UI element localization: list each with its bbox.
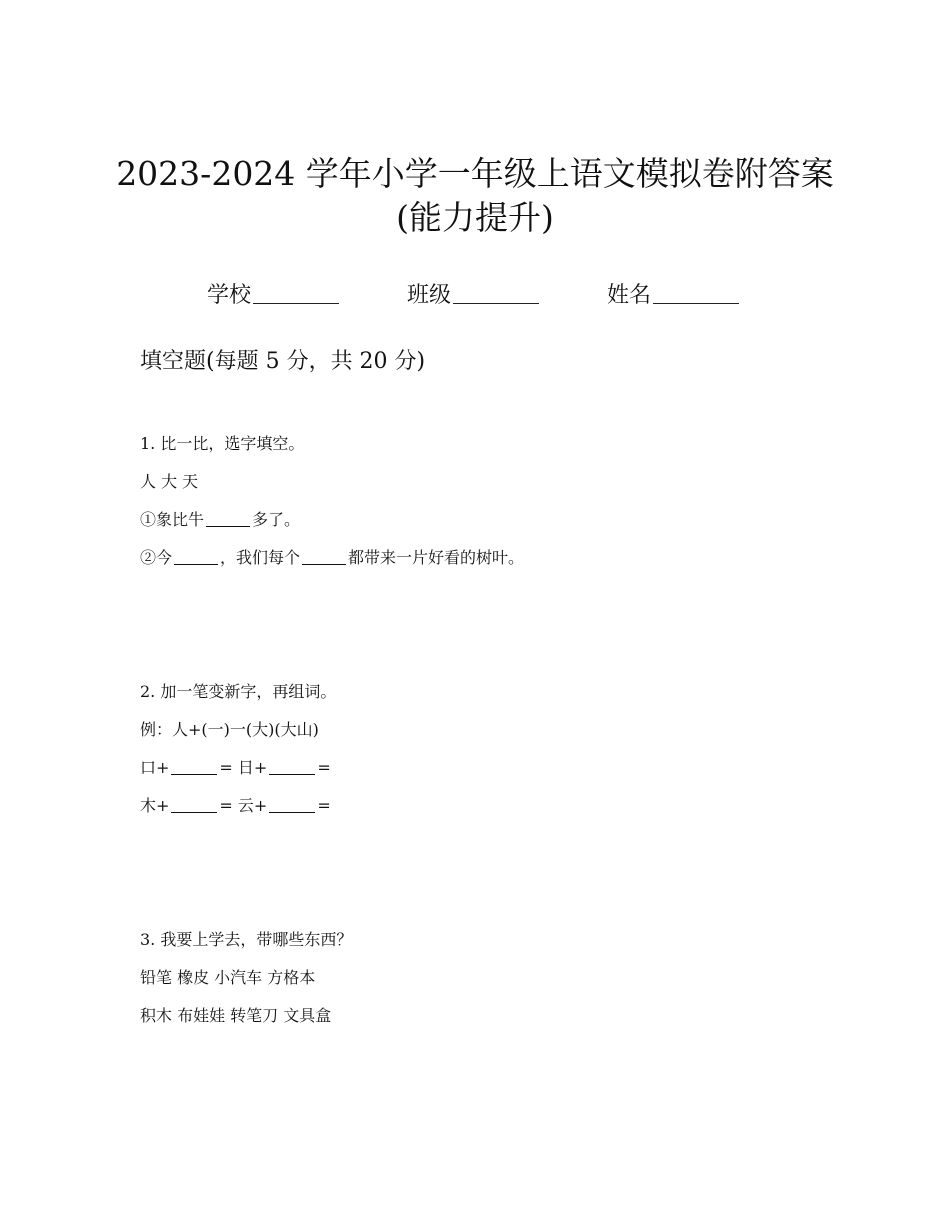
- q3-items-row2: 积木 布娃娃 转笔刀 文具盒: [140, 1006, 332, 1025]
- school-blank[interactable]: [253, 283, 339, 304]
- q2-row2-c: =: [317, 796, 331, 815]
- q2-row2-b: = 云+: [219, 796, 268, 815]
- q2-row1: [140, 758, 331, 778]
- q1-item1: [140, 510, 300, 530]
- q1-choices: 人 大 天: [140, 472, 199, 491]
- name-field: [607, 278, 739, 309]
- q3-items-row1: 铅笔 橡皮 小汽车 方格本: [140, 968, 316, 987]
- q2-row2-a: 木+: [140, 796, 170, 815]
- class-blank[interactable]: [453, 283, 539, 304]
- q2-row1-blank-1[interactable]: [171, 758, 217, 775]
- document-subtitle: (能力提升): [396, 198, 554, 237]
- school-label: 学校: [207, 283, 252, 308]
- q1-item2-blank-2[interactable]: [302, 548, 346, 565]
- q3-prompt: 3. 我要上学去，带哪些东西？: [140, 930, 353, 949]
- q2-row2-blank-1[interactable]: [171, 796, 217, 813]
- q1-item2-blank-1[interactable]: [174, 548, 218, 565]
- q2-row1-a: 口+: [140, 758, 170, 777]
- q1-item2-before: ②今: [140, 548, 173, 567]
- document-title: 2023-2024 学年小学一年级上语文模拟卷附答案: [116, 154, 834, 193]
- q1-item1-after: 多了。: [252, 510, 301, 529]
- section-heading: 填空题(每题 5 分，共 20 分): [140, 349, 426, 374]
- name-blank[interactable]: [653, 283, 739, 304]
- q1-item2-after: 都带来一片好看的树叶。: [348, 548, 525, 567]
- q2-row1-blank-2[interactable]: [269, 758, 315, 775]
- q1-prompt: 1. 比一比，选字填空。: [140, 434, 305, 453]
- q2-row1-c: =: [317, 758, 331, 777]
- q1-item2: [140, 548, 524, 568]
- q1-item2-middle: ，我们每个: [220, 548, 301, 567]
- q2-row2-blank-2[interactable]: [269, 796, 315, 813]
- class-label: 班级: [407, 283, 452, 308]
- q2-row1-b: = 日+: [219, 758, 268, 777]
- q2-example: 例：人+(一)一(大)(大山): [140, 720, 319, 739]
- q2-row2: [140, 796, 331, 816]
- q1-item1-before: ①象比牛: [140, 510, 205, 529]
- name-label: 姓名: [607, 283, 652, 308]
- q1-item1-blank[interactable]: [206, 510, 250, 527]
- q2-prompt: 2. 加一笔变新字，再组词。: [140, 682, 337, 701]
- school-field: [207, 278, 339, 309]
- class-field: [407, 278, 539, 309]
